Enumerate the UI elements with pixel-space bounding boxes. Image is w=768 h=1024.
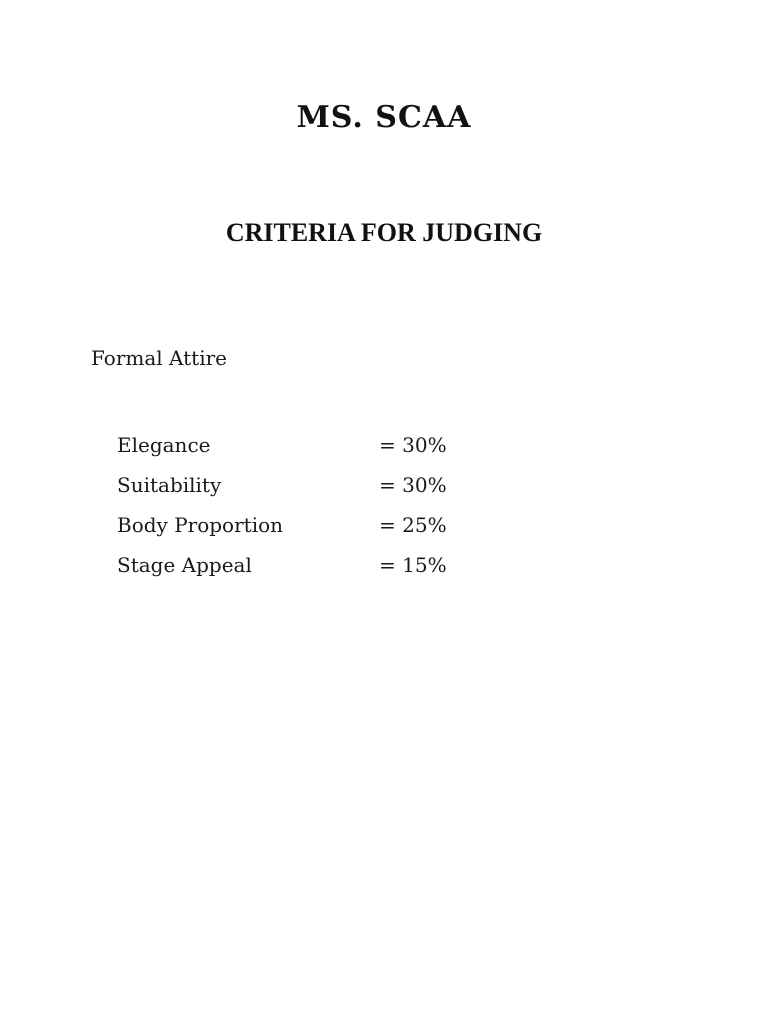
criteria-value: = 25%	[379, 513, 447, 537]
document-title: MS. SCAA	[296, 100, 472, 135]
document-subtitle: CRITERIA FOR JUDGING	[225, 218, 543, 247]
criteria-name: Stage Appeal	[117, 553, 252, 577]
criteria-value: = 15%	[379, 553, 447, 577]
criteria-name: Elegance	[117, 433, 211, 457]
criteria-list	[117, 425, 447, 585]
criteria-row-body-proportion	[117, 505, 447, 545]
criteria-row-elegance	[117, 425, 447, 465]
criteria-name: Suitability	[117, 473, 222, 497]
criteria-value: = 30%	[379, 473, 447, 497]
criteria-row-suitability	[117, 465, 447, 505]
section-heading: Formal Attire	[91, 346, 227, 370]
criteria-row-stage-appeal	[117, 545, 447, 585]
criteria-name: Body Proportion	[117, 513, 284, 537]
criteria-value: = 30%	[379, 433, 447, 457]
